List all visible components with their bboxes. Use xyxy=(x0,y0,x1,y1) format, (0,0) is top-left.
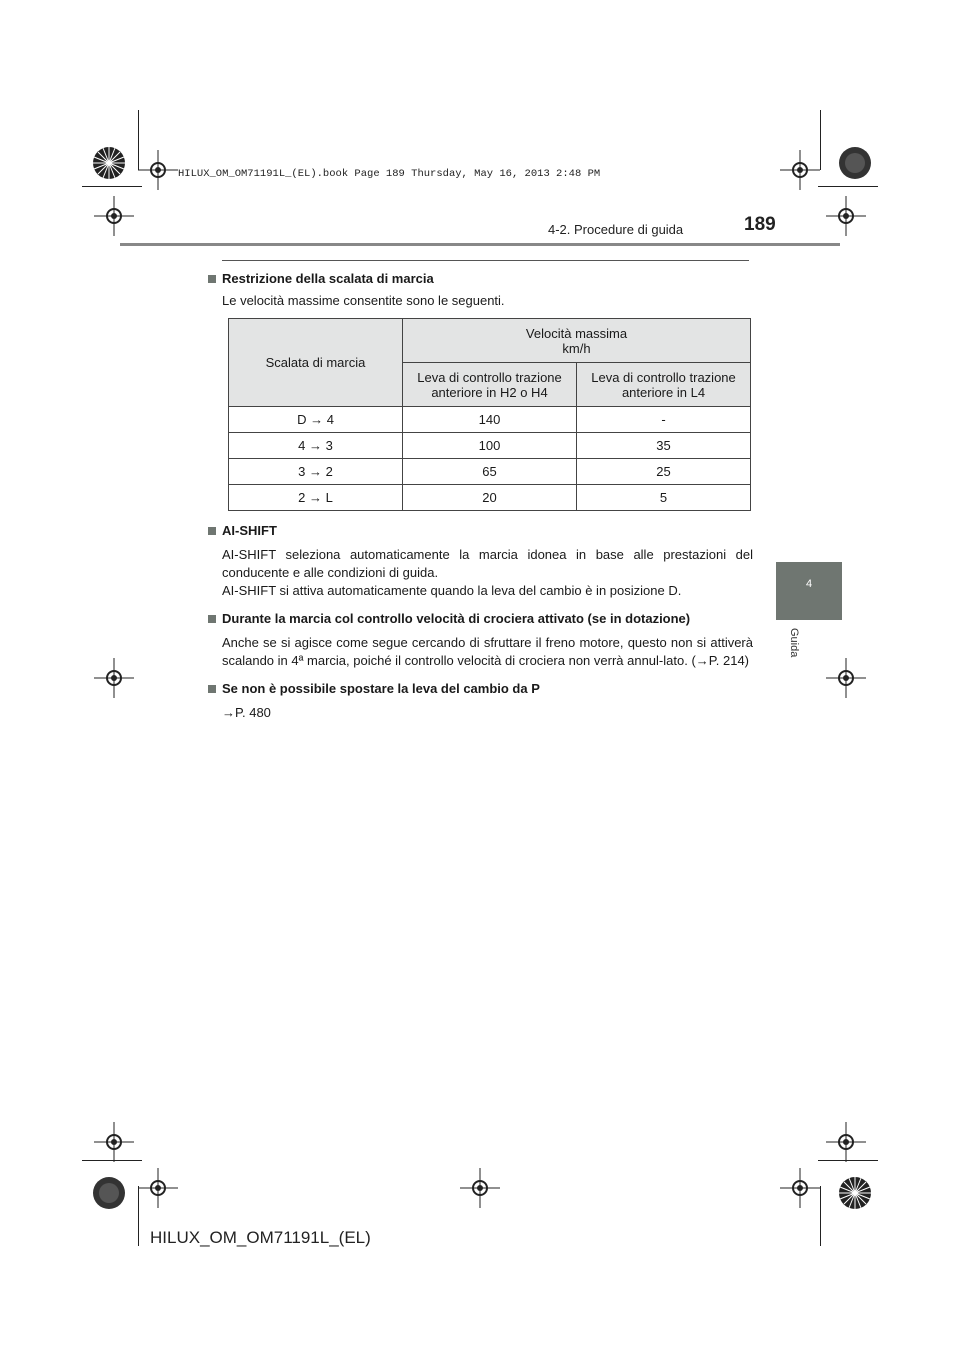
square-bullet-icon xyxy=(208,527,216,535)
crop-line xyxy=(82,1160,142,1161)
crosshair-bottom-center xyxy=(460,1168,500,1208)
crop-line xyxy=(138,1186,139,1246)
table-cell-shift: 3 → 2 xyxy=(229,459,403,485)
table-row xyxy=(229,459,751,485)
table-row xyxy=(229,407,751,433)
table-cell-shift: 4 → 3 xyxy=(229,433,403,459)
header-rule xyxy=(120,243,840,246)
square-bullet-icon xyxy=(208,685,216,693)
table-header-max-speed xyxy=(403,319,751,363)
section-line: →P. 480 xyxy=(222,705,271,720)
table-header-max-speed-label: Velocità massima xyxy=(525,325,628,341)
table-cell-shift: 2 → L xyxy=(229,485,403,511)
crop-line xyxy=(82,186,142,187)
registration-mark-bottom-left xyxy=(84,1168,134,1218)
crosshair-bottom-left xyxy=(138,1168,178,1208)
table-cell-h: 100 xyxy=(403,433,577,459)
crosshair-top-right xyxy=(780,150,820,190)
chapter-tab-label-text: Guida xyxy=(788,628,800,658)
crosshair-top-left xyxy=(138,150,178,190)
crop-line xyxy=(818,186,878,187)
intro-block xyxy=(208,270,753,310)
section-line: AI-SHIFT si attiva automaticamente quando la leva del cambio è in posizione D. xyxy=(222,583,682,598)
downshift-speed-table xyxy=(228,318,751,511)
crosshair-lower-left xyxy=(94,1122,134,1162)
crosshair-lower-right xyxy=(826,1122,866,1162)
chapter-tab-number: 4 xyxy=(805,578,813,590)
content-top-rule xyxy=(222,260,749,261)
section-body xyxy=(208,634,753,670)
table-cell-l: 35 xyxy=(577,433,751,459)
table-header-h2-h4: Leva di controllo trazione anteriore in H2 o H4 xyxy=(403,363,577,407)
section-line: Anche se si agisce come segue cercando di sfruttare il freno motore, questo non si attiverà scalando in 4ª marcia, poiché il controllo velocità di crociera non verrà annul-lato. (→P. 214) xyxy=(222,635,753,668)
footer-document-code: HILUX_OM_OM71191L_(EL) xyxy=(150,1228,371,1247)
registration-mark-top-right xyxy=(830,138,880,188)
registration-mark-top-left xyxy=(84,138,134,188)
intro-heading-text: Restrizione della scalata di marcia xyxy=(222,271,434,286)
crop-line xyxy=(820,1186,821,1246)
notes-column xyxy=(208,522,753,732)
crop-line xyxy=(820,110,821,170)
crosshair-bottom-right xyxy=(780,1168,820,1208)
table-cell-l: 25 xyxy=(577,459,751,485)
table-cell-h: 65 xyxy=(403,459,577,485)
section-cruise-control xyxy=(208,610,753,670)
crosshair-mid-right xyxy=(826,658,866,698)
table-cell-h: 140 xyxy=(403,407,577,433)
crop-line xyxy=(818,1160,878,1161)
section-ai-shift xyxy=(208,522,753,600)
crop-line xyxy=(138,110,139,170)
table-cell-l: - xyxy=(577,407,751,433)
section-body xyxy=(208,546,753,600)
table-header-unit: km/h xyxy=(562,340,591,356)
square-bullet-icon xyxy=(208,615,216,623)
intro-text: Le velocità massime consentite sono le seguenti. xyxy=(222,293,505,308)
section-body xyxy=(208,704,753,722)
intro-heading xyxy=(208,270,753,288)
file-stamp: HILUX_OM_OM71191L_(EL).book Page 189 Thursday, May 16, 2013 2:48 PM xyxy=(178,168,601,180)
section-heading-text: Se non è possibile spostare la leva del cambio da P xyxy=(222,681,540,696)
section-heading xyxy=(208,680,753,698)
table-cell-h: 20 xyxy=(403,485,577,511)
table-cell-l: 5 xyxy=(577,485,751,511)
crosshair-upper-left xyxy=(94,196,134,236)
table-cell-shift: D → 4 xyxy=(229,407,403,433)
section-heading-text: Durante la marcia col controllo velocità di crociera attivato (se in dotazione) xyxy=(222,611,691,626)
section-heading xyxy=(208,610,753,628)
square-bullet-icon xyxy=(208,275,216,283)
table-header-l4: Leva di controllo trazione anteriore in L4 xyxy=(577,363,751,407)
section-heading-text: AI-SHIFT xyxy=(222,523,277,538)
section-heading xyxy=(208,522,753,540)
chapter-tab xyxy=(776,562,842,620)
page-number: 189 xyxy=(744,214,776,235)
crosshair-mid-left xyxy=(94,658,134,698)
table-row xyxy=(229,433,751,459)
section-line: AI-SHIFT seleziona automaticamente la marcia idonea in base alle prestazioni del conducente e alle condizioni di guida. xyxy=(222,547,753,580)
section-title: 4-2. Procedure di guida xyxy=(548,222,684,237)
registration-mark-bottom-right xyxy=(830,1168,880,1218)
chapter-tab-label xyxy=(786,628,806,678)
crosshair-upper-right xyxy=(826,196,866,236)
section-shift-lock xyxy=(208,680,753,722)
table-header-shift: Scalata di marcia xyxy=(229,319,403,407)
table-row xyxy=(229,485,751,511)
